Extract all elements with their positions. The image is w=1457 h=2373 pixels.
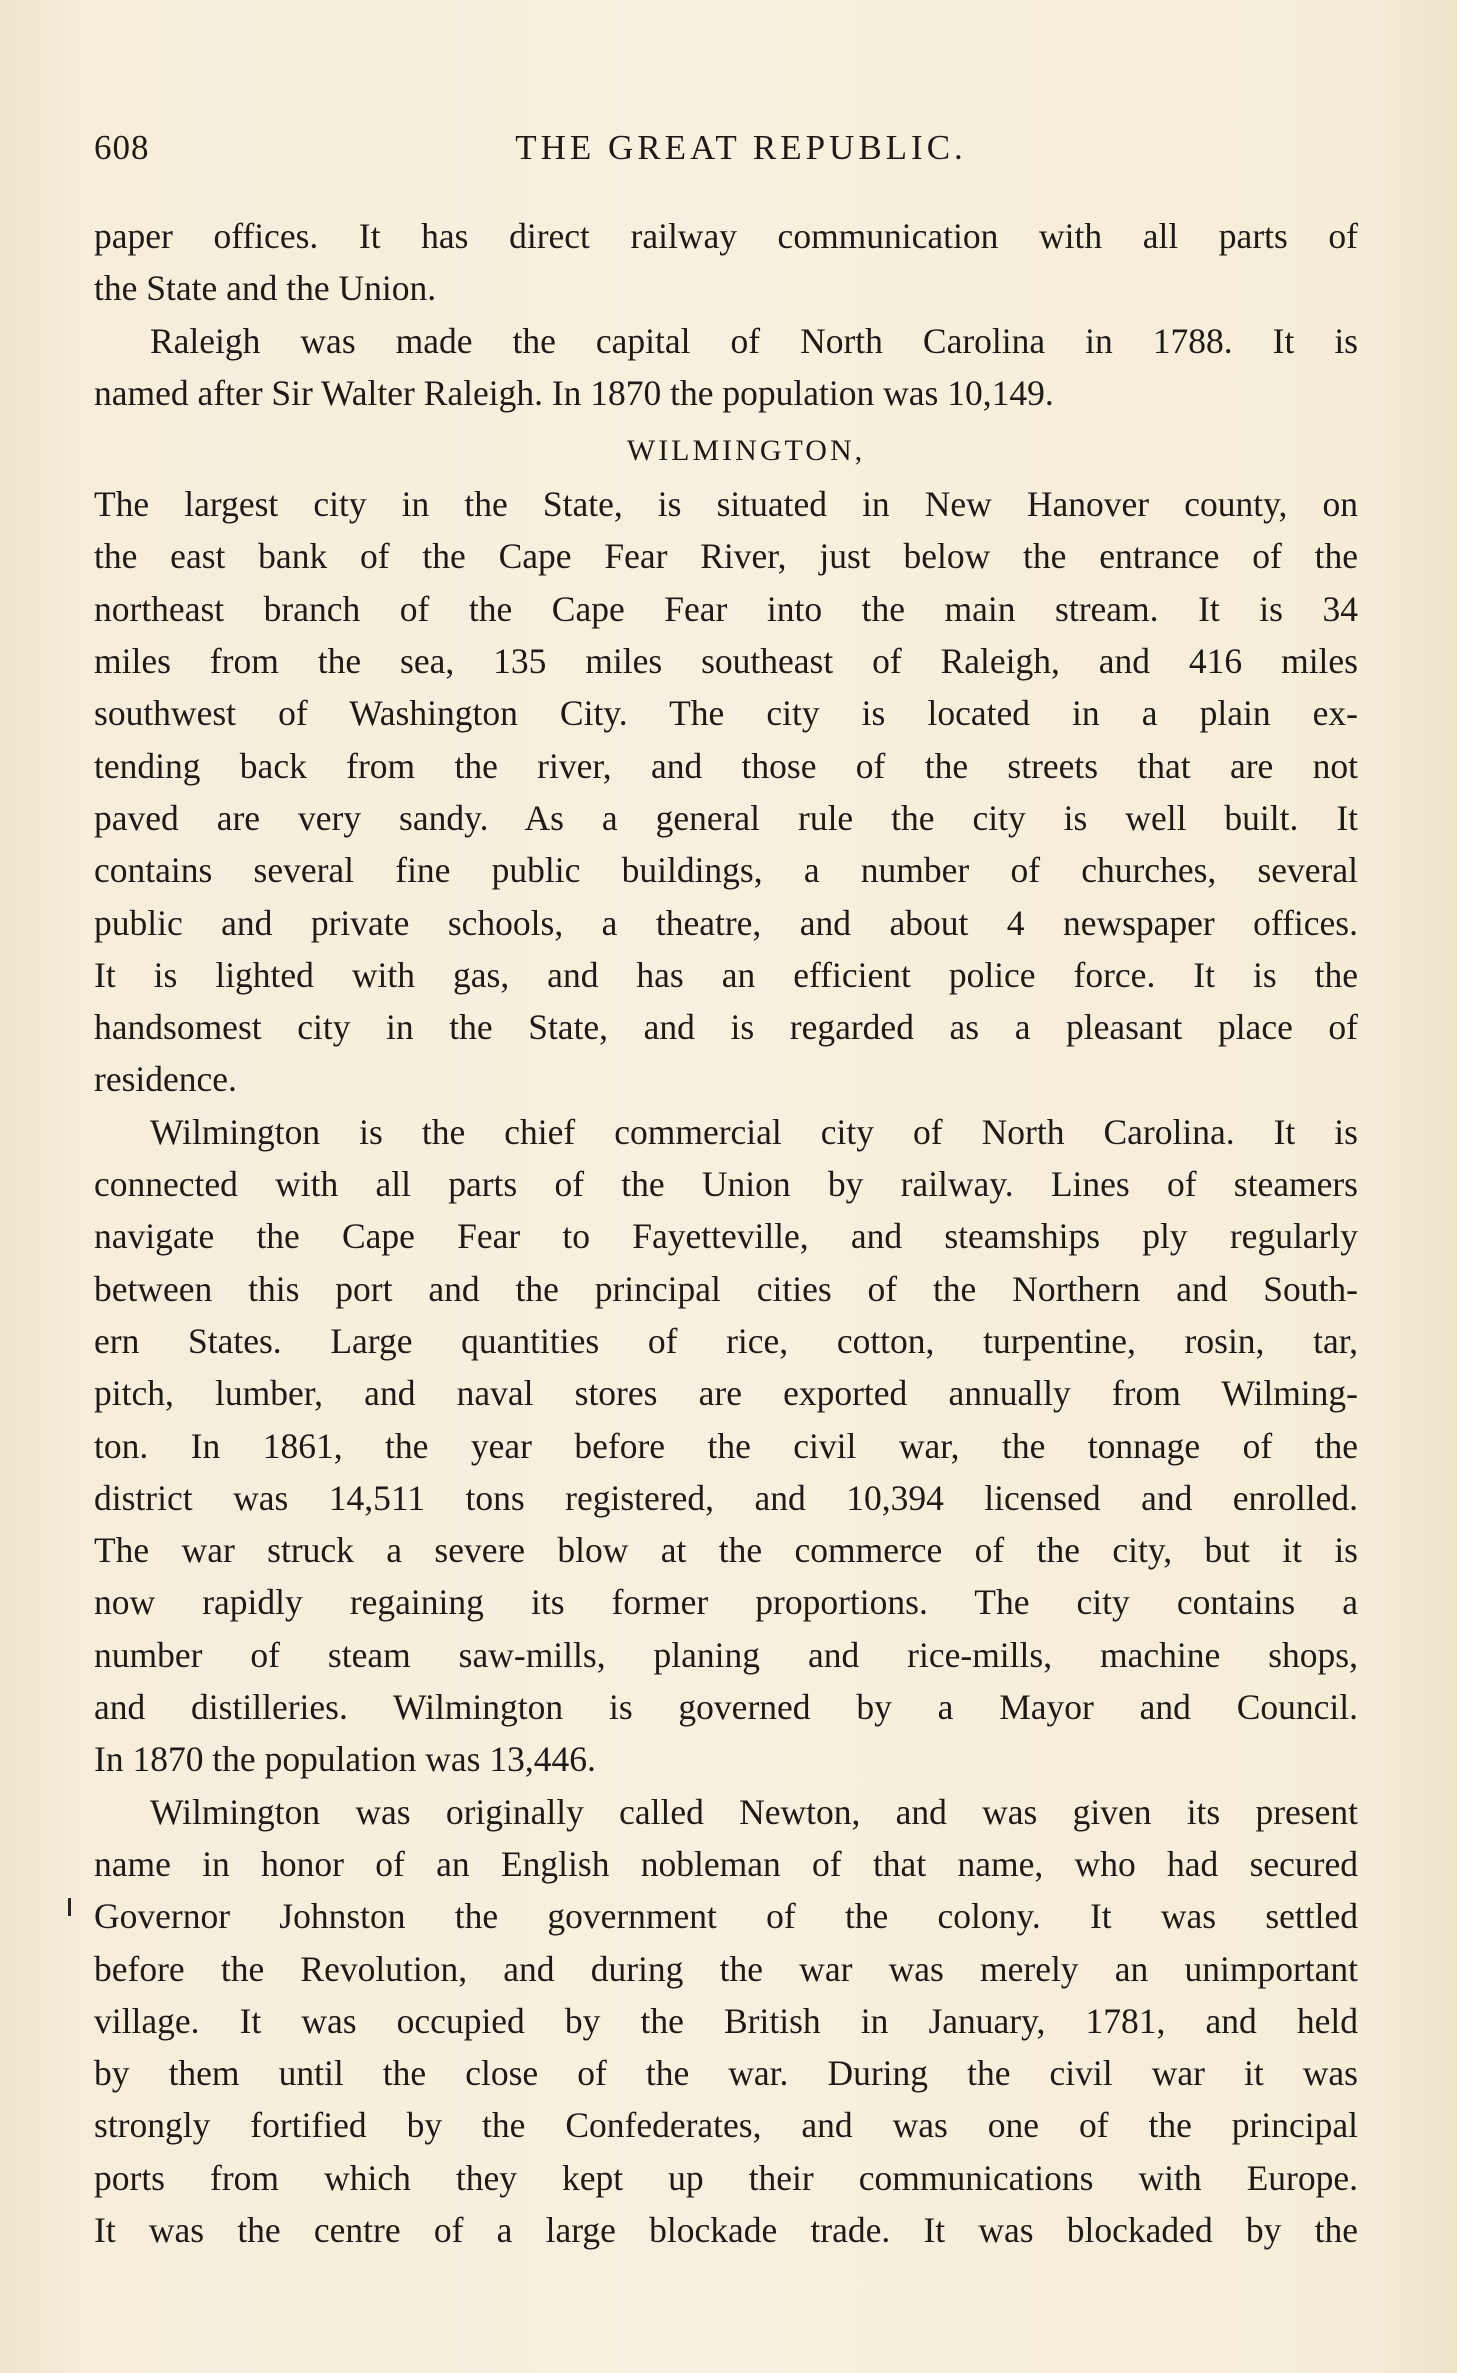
text-line: Governor Johnston the government of the colony. It was settled [94,1896,1358,1937]
page-header [94,128,1358,172]
text-line: navigate the Cape Fear to Fayetteville, and steamships ply regularly [94,1216,1358,1257]
paragraph [94,1786,1358,2257]
text-line: In 1870 the population was 13,446. [94,1739,596,1780]
text-line: paper offices. It has direct railway communication with all parts of [94,216,1358,256]
text-line: by them until the close of the war. During the civil war it was [94,2053,1358,2094]
text-line: The largest city in the State, is situated in New Hanover county, on [94,484,1358,525]
text-line: miles from the sea, 135 miles southeast of Raleigh, and 416 miles [94,641,1358,682]
text-line: The war struck a severe blow at the commerce of the city, but it is [94,1530,1358,1571]
text-line: Wilmington was originally called Newton, and was given its present [150,1791,1358,1832]
running-title: THE GREAT REPUBLIC. [515,128,967,167]
text-line: southwest of Washington City. The city is located in a plain ex- [94,693,1358,734]
text-line: ports from which they kept up their communications with Europe. [94,2157,1358,2198]
text-line: name in honor of an English nobleman of that name, who had secured [94,1843,1358,1884]
text-line: tending back from the river, and those of the streets that are not [94,745,1358,786]
text-line: now rapidly regaining its former proportions. The city contains a [94,1582,1358,1623]
text-line: contains several fine public buildings, a number of churches, several [94,850,1358,891]
text-line: handsomest city in the State, and is regarded as a pleasant place of [94,1007,1358,1048]
text-line: Raleigh was made the capital of North Carolina in 1788. It is [150,320,1358,361]
paragraph [94,210,1358,315]
body-text [94,210,1358,2256]
text-line: before the Revolution, and during the war was merely an unimportant [94,1948,1358,1989]
margin-tick-mark [68,1898,71,1916]
text-line: strongly fortified by the Confederates, and was one of the principal [94,2105,1358,2146]
text-line: and distilleries. Wilmington is governed by a Mayor and Council. [94,1687,1358,1728]
text-line: between this port and the principal cities of the Northern and South- [94,1268,1358,1309]
paragraph [94,1106,1358,1786]
text-line: ton. In 1861, the year before the civil war, the tonnage of the [94,1425,1358,1466]
text-line: paved are very sandy. As a general rule the city is well built. It [94,797,1358,838]
text-line: the east bank of the Cape Fear River, just below the entrance of the [94,536,1358,577]
text-line: village. It was occupied by the British in January, 1781, and held [94,2000,1358,2041]
text-line: ern States. Large quantities of rice, cotton, turpentine, rosin, tar, [94,1320,1358,1361]
section-heading: WILMINGTON, [626,434,866,468]
text-line: residence. [94,1059,237,1100]
text-line: district was 14,511 tons registered, and 10,394 licensed and enrolled. [94,1477,1358,1518]
text-line: the State and the Union. [94,268,437,309]
text-line: It was the centre of a large blockade trade. It was blockaded by the [94,2209,1358,2250]
text-line: It is lighted with gas, and has an efficient police force. It is the [94,954,1358,995]
text-line: northeast branch of the Cape Fear into the main stream. It is 34 [94,588,1358,629]
page-number: 608 [94,128,150,167]
text-line: number of steam saw-mills, planing and rice-mills, machine shops, [94,1634,1358,1675]
text-line: public and private schools, a theatre, and about 4 newspaper offices. [94,902,1358,943]
text-line: connected with all parts of the Union by railway. Lines of steamers [94,1164,1358,1205]
paragraph [94,478,1358,1106]
text-line: named after Sir Walter Raleigh. In 1870 the population was 10,149. [94,372,1054,413]
text-line: Wilmington is the chief commercial city of North Carolina. It is [150,1111,1358,1152]
text-line: pitch, lumber, and naval stores are exported annually from Wilming- [94,1373,1358,1414]
paragraph [94,315,1358,420]
